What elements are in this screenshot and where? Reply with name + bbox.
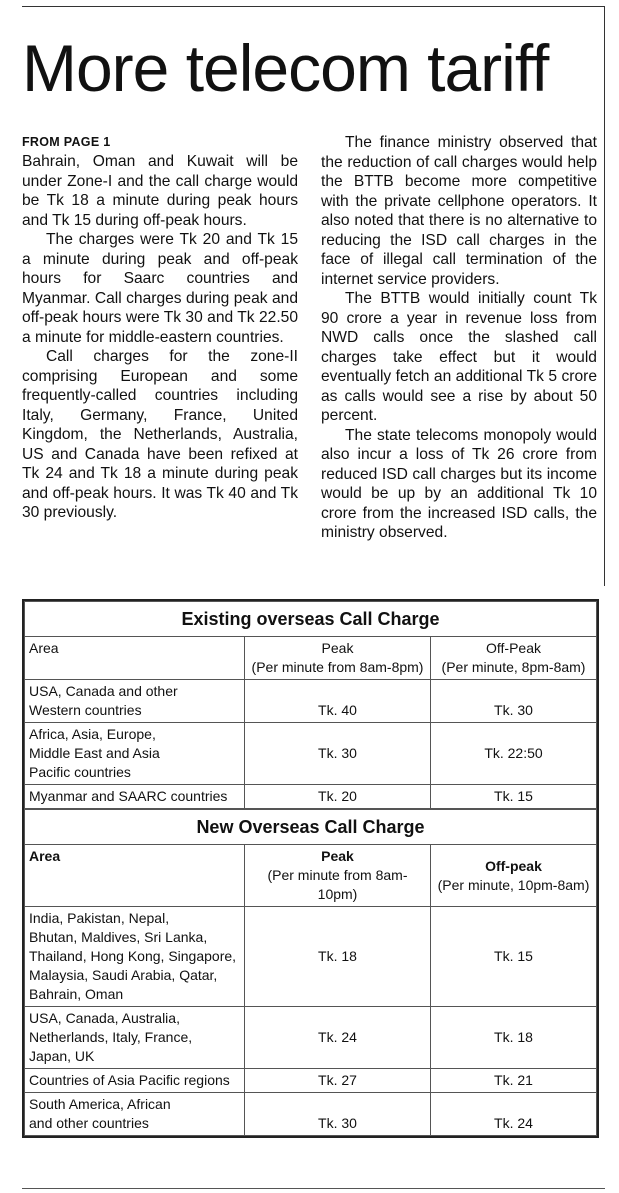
offpeak-cell: Tk. 15 [431,907,597,1007]
area-line: South America, African [29,1096,171,1112]
area-cell [25,723,245,785]
offpeak-header [431,637,597,680]
peak-cell: Tk. 30 [245,723,431,785]
area-line: India, Pakistan, Nepal, [29,910,170,926]
from-page-label: FROM PAGE 1 [22,135,111,149]
table-row [25,723,597,785]
area-line: Pacific countries [29,764,131,780]
area-line: Malaysia, Saudi Arabia, Qatar, [29,967,218,983]
peak-cell: Tk. 20 [245,785,431,809]
area-line: Middle East and Asia [29,745,160,761]
right-rule [604,6,605,586]
article-column-right [321,133,597,543]
new-charge-table [24,809,597,1136]
peak-header-label: Peak [321,640,354,656]
table-row [25,680,597,723]
offpeak-cell: Tk. 24 [431,1093,597,1136]
peak-header-sub: (Per minute from 8am-8pm) [251,659,424,675]
top-rule [22,6,605,7]
headline: More telecom tariff [22,31,549,105]
area-line: Countries of Asia Pacific regions [29,1072,230,1088]
area-line: Myanmar and SAARC countries [29,788,228,804]
article-paragraph: The state telecoms monopoly would also incur a loss of Tk 26 crore from reduced ISD call charges but its income would be up by an additional Tk 10 crore from the increased ISD calls, the ministry observed. [321,426,597,541]
peak-header-sub: (Per minute from 8am-10pm) [267,867,408,902]
area-cell [25,907,245,1007]
peak-cell: Tk. 24 [245,1007,431,1069]
area-header: Area [25,845,245,907]
offpeak-header [431,845,597,907]
offpeak-cell: Tk. 15 [431,785,597,809]
offpeak-cell: Tk. 22:50 [431,723,597,785]
area-cell [25,680,245,723]
area-cell [25,785,245,809]
call-charge-tables [22,599,599,1138]
area-line: Netherlands, Italy, France, [29,1029,193,1045]
new-table-title: New Overseas Call Charge [25,810,597,845]
existing-table-header [25,637,597,680]
offpeak-header-label: Off-peak [485,857,542,874]
article-paragraph: The finance ministry observed that the reduction of call charges would help the BTTB become more competitive with the private cellphone operators. It also noted that there is no alternative to reducing the ISD call charges in the face of illegal call termination of the internet service providers. [321,134,597,288]
area-line: USA, Canada, Australia, [29,1010,180,1026]
article-paragraph: The BTTB would initially count Tk 90 crore a year in revenue loss from NWD calls once the slashed call charges take effect but it would eventually fetch an additional Tk 5 crore as calls would see a rise by about 50 percent. [321,290,597,424]
article-paragraph: Call charges for the zone-II comprising European and some frequently-called countries including Italy, Germany, France, United Kingdom, the Netherlands, Australia, US and Canada have been refixed at Tk 24 and Tk 18 a minute during peak and off-peak hours. It was Tk 40 and Tk 30 previously. [22,348,298,521]
existing-charge-table [24,601,597,809]
offpeak-header-label: Off-Peak [486,640,541,656]
area-cell [25,1069,245,1093]
offpeak-cell: Tk. 30 [431,680,597,723]
peak-cell: Tk. 30 [245,1093,431,1136]
area-line: Western countries [29,702,142,718]
area-cell [25,1093,245,1136]
area-line: Thailand, Hong Kong, Singapore, [29,948,237,964]
area-cell [25,1007,245,1069]
offpeak-header-sub: (Per minute, 10pm-8am) [437,876,590,893]
table-row [25,785,597,809]
article-paragraph: The charges were Tk 20 and Tk 15 a minute during peak and off-peak hours for Saarc countries and Myanmar. Call charges during peak and off-peak hours were Tk 30 and Tk 22.50 a minute for middle-eastern countries. [22,231,298,346]
peak-header [245,637,431,680]
bottom-rule [22,1188,605,1189]
area-line: Japan, UK [29,1048,95,1064]
area-line: Bahrain, Oman [29,986,124,1002]
area-line: USA, Canada and other [29,683,178,699]
table-row [25,1069,597,1093]
area-header: Area [25,637,245,680]
existing-table-title: Existing overseas Call Charge [25,602,597,637]
article-body [22,133,597,543]
table-row [25,1007,597,1069]
peak-cell: Tk. 40 [245,680,431,723]
area-line: and other countries [29,1115,149,1131]
article-paragraph: Bahrain, Oman and Kuwait will be under Zone-I and the call charge would be Tk 18 a minute during peak hours and Tk 15 during off-peak hours. [22,153,298,229]
peak-cell: Tk. 27 [245,1069,431,1093]
offpeak-cell: Tk. 21 [431,1069,597,1093]
peak-header-label: Peak [321,848,354,864]
peak-cell: Tk. 18 [245,907,431,1007]
table-row [25,1093,597,1136]
table-row [25,907,597,1007]
area-line: Bhutan, Maldives, Sri Lanka, [29,929,208,945]
offpeak-header-sub: (Per minute, 8pm-8am) [441,659,586,675]
offpeak-cell: Tk. 18 [431,1007,597,1069]
article-column-left [22,133,298,543]
new-table-header [25,845,597,907]
peak-header [245,845,431,907]
area-line: Africa, Asia, Europe, [29,726,156,742]
